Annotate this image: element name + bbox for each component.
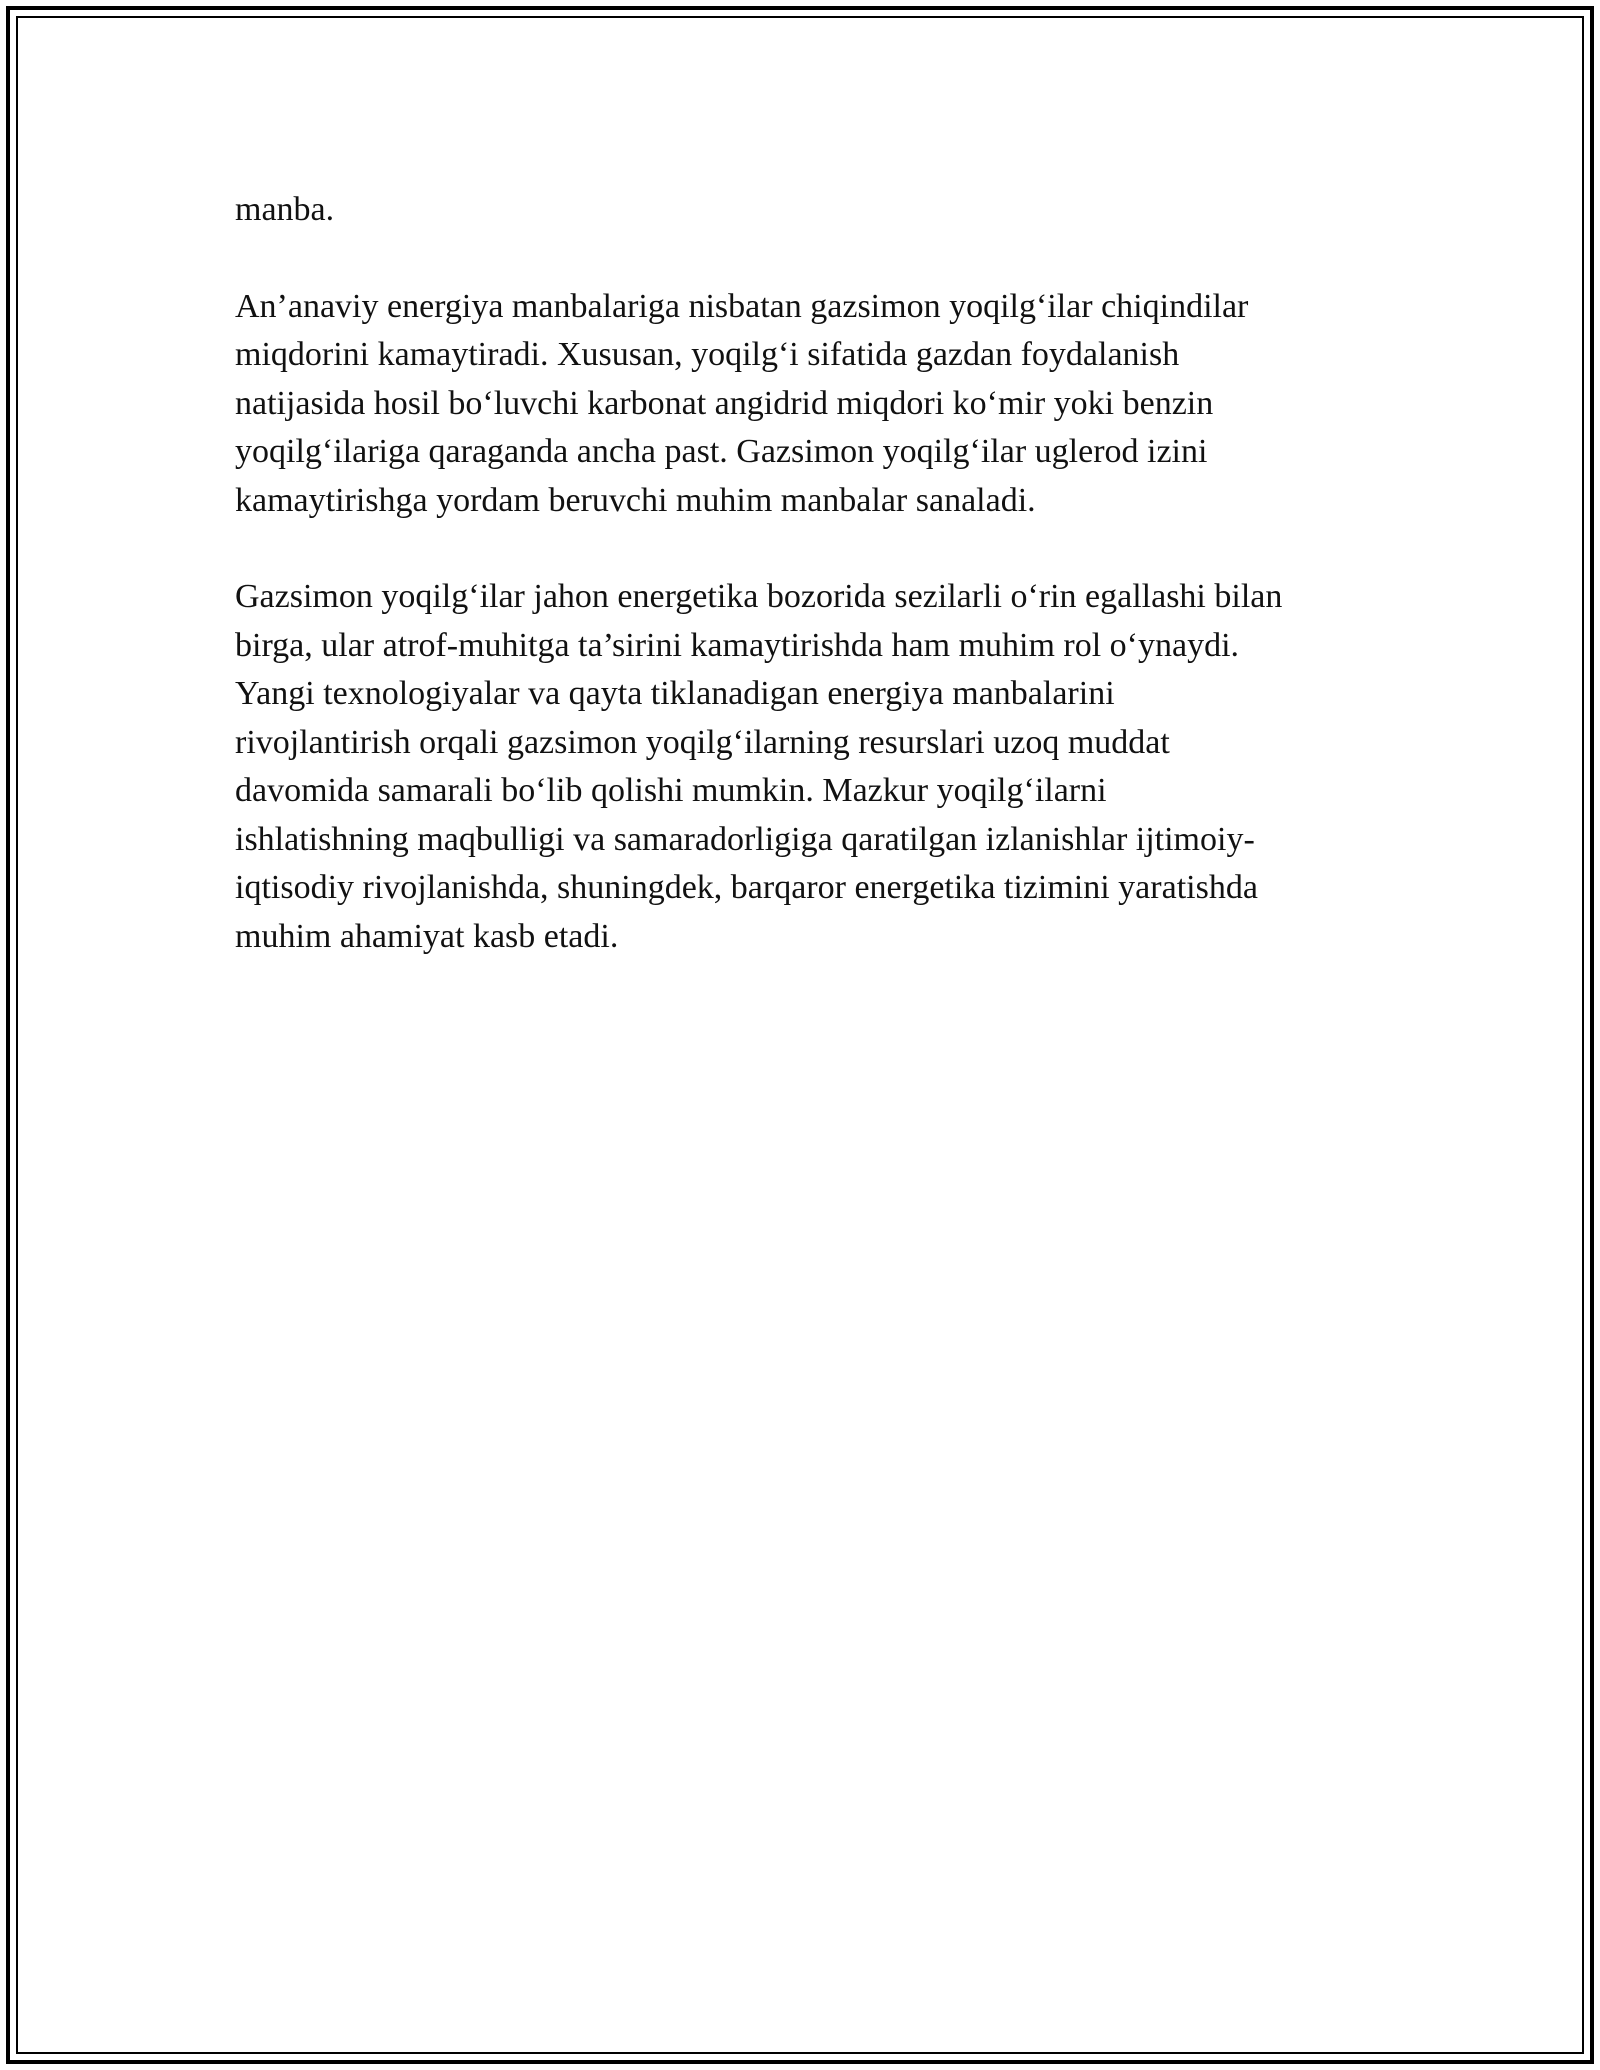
text-line: ishlatishning maqbulligi va samaradorligiga qaratilgan izlanishlar ijtimoiy- [235, 820, 1255, 858]
text-line: An’anaviy energiya manbalariga nisbatan gazsimon yoqilg‘ilar chiqindilar [235, 287, 1249, 325]
text-line: kamaytirishga yordam beruvchi muhim manbalar sanaladi. [235, 481, 1036, 519]
paragraph-1 [235, 186, 1375, 235]
text-line: manba. [235, 191, 335, 228]
text-line: yoqilg‘ilariga qaraganda ancha past. Gazsimon yoqilg‘ilar uglerod izini [235, 433, 1208, 470]
text-line: iqtisodiy rivojlanishda, shuningdek, barqaror energetika tizimini yaratishda [235, 869, 1258, 906]
paragraph-3 [235, 573, 1375, 961]
text-line: davomida samarali bo‘lib qolishi mumkin. Mazkur yoqilg‘ilarni [235, 772, 1107, 809]
text-line: Yangi texnologiyalar va qayta tiklanadigan energiya manbalarini [235, 675, 1115, 712]
text-line: birga, ular atrof-muhitga ta’sirini kamaytirishda ham muhim rol o‘ynaydi. [235, 626, 1240, 664]
text-line: Gazsimon yoqilg‘ilar jahon energetika bozorida sezilarli o‘rin egallashi bilan [235, 578, 1283, 615]
text-line: miqdorini kamaytiradi. Xususan, yoqilg‘i sifatida gazdan foydalanish [235, 336, 1180, 373]
paragraph-spacer [235, 235, 1375, 283]
document-body [235, 186, 1375, 961]
paragraph-2 [235, 283, 1375, 526]
text-line: natijasida hosil bo‘luvchi karbonat angidrid miqdori ko‘mir yoki benzin [235, 384, 1214, 422]
paragraph-spacer [235, 525, 1375, 573]
text-line: rivojlantirish orqali gazsimon yoqilg‘ilarning resurslari uzoq muddat [235, 723, 1170, 761]
text-line: muhim ahamiyat kasb etadi. [235, 917, 619, 955]
